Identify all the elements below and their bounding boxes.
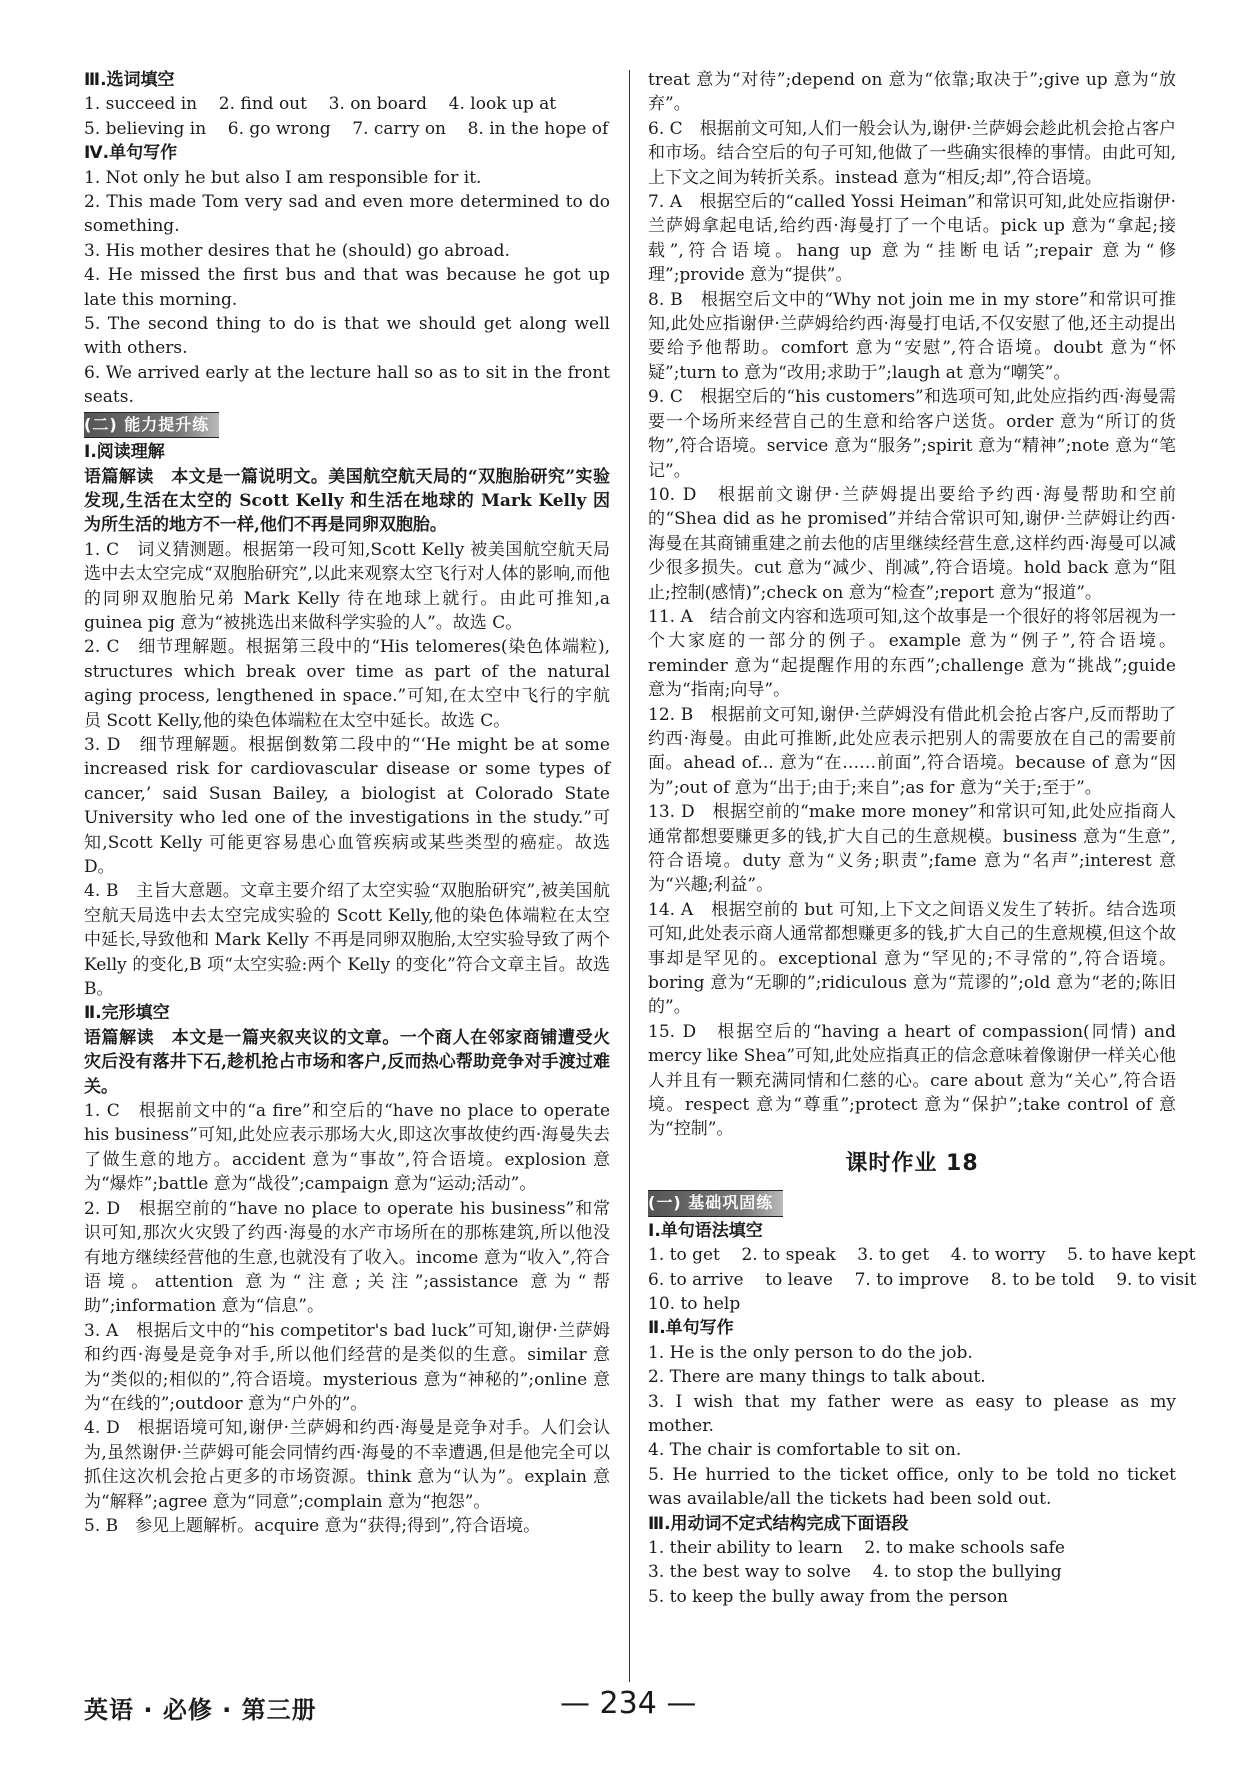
ability-practice-band: (二) 能力提升练 bbox=[84, 412, 219, 438]
section-title-cloze: Ⅱ.完形填空 bbox=[84, 1003, 170, 1024]
cloze-answer: 15. D 根据空后的“having a heart of compassion(同情) and mercy like Shea”可知,此处应指真正的信念意味着像谢伊一样关心他人并且有一颗充满同情和仁慈的心。care about 意为“关心”,符合语境。respect 意为“尊重”;protect 意为“保护”;take control of 意为“控制”。 bbox=[648, 1021, 1176, 1140]
reading-intro: 语篇解读 本文是一篇说明文。美国航空航天局的“双胞胎研究”实验发现,生活在太空的 Scott Kelly 和生活在地球的 Mark Kelly 因为所生活的地方不一样,他们不再是同卵双胞胎。 bbox=[84, 466, 610, 536]
sentence-writing-item: 3. His mother desires that he (should) go abroad. bbox=[84, 240, 510, 261]
sentence-writing-item: 1. He is the only person to do the job. bbox=[648, 1342, 973, 1363]
sentence-writing-item: 1. Not only he but also I am responsible for it. bbox=[84, 167, 482, 188]
basic-practice-band: (一) 基础巩固练 bbox=[648, 1190, 783, 1216]
section-title-reading: Ⅰ.阅读理解 bbox=[84, 442, 165, 463]
page-number: — 234 — bbox=[560, 1686, 697, 1721]
section-title-infinitive: Ⅲ.用动词不定式结构完成下面语段 bbox=[648, 1513, 909, 1534]
reading-answer: 3. D 细节理解题。根据倒数第二段中的“‘He might be at some increased risk for cardiovascular disease or some types of cancer,’ said Susan Bailey, a biologist at Colorado State University who led one of the investigations in the study.”可知,Scott Kelly 可能更容易患心血管疾病或某些类型的癌症。故选 D。 bbox=[84, 734, 610, 877]
cloze-answer: 9. C 根据空后的“his customers”和选项可知,此处应指约西·海曼需要一个场所来经营自己的生意和给客户送货。order 意为“所订的货物”,符合语境。service 意为“服务”;spirit 意为“精神”;note 意为“笔记”。 bbox=[648, 387, 1176, 481]
column-divider bbox=[629, 70, 630, 1682]
cloze-continuation: treat 意为“对待”;depend on 意为“依靠;取决于”;give up 意为“放弃”。 bbox=[648, 70, 1176, 115]
grammar-fill-answers-2: 6. to arrive to leave 7. to improve 8. to be told 9. to visit bbox=[648, 1269, 1197, 1290]
cloze-answer: 8. B 根据空后文中的“Why not join me in my store”和常识可推知,此处应指谢伊·兰萨姆给约西·海曼打电话,不仅安慰了他,还主动提出要给予他帮助。comfort 意为“安慰”,符合语境。doubt 意为“怀疑”;turn to 意为“改用;求助于”;laugh at 意为“嘲笑”。 bbox=[648, 289, 1176, 383]
section-title-word-choice: Ⅲ.选词填空 bbox=[84, 70, 175, 90]
left-column bbox=[84, 68, 610, 1538]
sentence-writing-item: 5. The second thing to do is that we should get along well with others. bbox=[84, 314, 610, 359]
cloze-answer: 6. C 根据前文可知,人们一般会认为,谢伊·兰萨姆会趁此机会抢占客户和市场。结合空后的句子可知,他做了一些确实很棒的事情。由此可知,上下文之间为转折关系。instead 意为“相反;却”,符合语境。 bbox=[648, 118, 1176, 188]
infinitive-answers-1: 1. their ability to learn 2. to make schools safe bbox=[648, 1537, 1065, 1558]
book-title: 英语 · 必修 · 第三册 bbox=[84, 1696, 317, 1724]
cloze-answer: 7. A 根据空后的“called Yossi Heiman”和常识可知,此处应指谢伊·兰萨姆拿起电话,给约西·海曼打了一个电话。pick up 意为“拿起;接载”,符合语境。hang up 意为“挂断电话”;repair 意为“修理”;provide 意为“提供”。 bbox=[648, 192, 1176, 286]
cloze-answer: 11. A 结合前文内容和选项可知,这个故事是一个很好的将邻居视为一个大家庭的一部分的例子。example 意为“例子”,符合语境。reminder 意为“起提醒作用的东西”;challenge 意为“挑战”;guide 意为“指南;向导”。 bbox=[648, 606, 1176, 701]
section-title-grammar-fill: Ⅰ.单句语法填空 bbox=[648, 1220, 763, 1241]
right-column bbox=[648, 68, 1197, 1609]
sentence-writing-item: 4. The chair is comfortable to sit on. bbox=[648, 1440, 962, 1461]
cloze-intro: 语篇解读 本文是一篇夹叙夹议的文章。一个商人在邻家商铺遭受火灾后没有落井下石,趁机抢占市场和客户,反而热心帮助竞争对手渡过难关。 bbox=[84, 1027, 610, 1097]
section-title-sentence-writing-2: Ⅱ.单句写作 bbox=[648, 1318, 734, 1339]
infinitive-answers-2: 3. the best way to solve 4. to stop the bullying bbox=[648, 1562, 1062, 1583]
grammar-fill-answers-3: 10. to help bbox=[648, 1293, 741, 1314]
cloze-answer: 4. D 根据语境可知,谢伊·兰萨姆和约西·海曼是竞争对手。人们会认为,虽然谢伊·兰萨姆可能会同情约西·海曼的不幸遭遇,但是他完全可以抓住这次机会抢占更多的市场资源。think 意为“认为”。explain 意为“解释”;agree 意为“同意”;complain 意为“抱怨”。 bbox=[84, 1418, 610, 1512]
cloze-answer: 10. D 根据前文谢伊·兰萨姆提出要给予约西·海曼帮助和空前的“Shea did as he promised”并结合常识可知,谢伊·兰萨姆让约西·海曼在其商铺重建之前去他的店里继续经营生意,这样约西·海曼可以减少很多损失。cut 意为“减少、削减”,符合语境。hold back 意为“阻止;控制(感情)”;check on 意为“检查”;report 意为“报道”。 bbox=[648, 484, 1176, 603]
cloze-answer: 1. C 根据前文中的“a fire”和空后的“have no place to operate his business”可知,此处应表示那场大火,即这次事故使约西·海曼失去了做生意的地方。accident 意为“事故”,符合语境。explosion 意为“爆炸”;battle 意为“战役”;campaign 意为“运动;活动”。 bbox=[84, 1101, 610, 1195]
word-choice-answers-1: 1. succeed in 2. find out 3. on board 4. look up at bbox=[84, 94, 557, 115]
cloze-answer: 13. D 根据空前的“make more money”和常识可知,此处应指商人通常都想要赚更多的钱,扩大自己的生意规模。business 意为“生意”,符合语境。duty 意为“义务;职责”;fame 意为“名声”;interest 意为“兴趣;利益”。 bbox=[648, 802, 1176, 896]
reading-answer: 4. B 主旨大意题。文章主要介绍了太空实验“双胞胎研究”,被美国航空航天局选中去太空完成实验的 Scott Kelly,他的染色体端粒在太空中延长,导致他和 Mark Kelly 不再是同卵双胞胎,太空实验导致了两个 Kelly 的变化,B 项“太空实验:两个 Kelly 的变化”符合文章主旨。故选 B。 bbox=[84, 881, 610, 1000]
sentence-writing-item: 2. This made Tom very sad and even more determined to do something. bbox=[84, 192, 610, 237]
sentence-writing-item: 5. He hurried to the ticket office, only to be told no ticket was available/all the tickets had been sold out. bbox=[648, 1464, 1176, 1510]
lesson-title: 课时作业 18 bbox=[845, 1150, 979, 1176]
sentence-writing-item: 3. I wish that my father were as easy to please as my mother. bbox=[648, 1391, 1176, 1436]
reading-answer: 2. C 细节理解题。根据第三段中的“His telomeres(染色体端粒), structures which break over time as part of the natural aging process, lengthened in space.”可知,在太空中飞行的宇航员 Scott Kelly,他的染色体端粒在太空中延长。故选 C。 bbox=[84, 637, 610, 731]
word-choice-answers-2: 5. believing in 6. go wrong 7. carry on 8. in the hope of bbox=[84, 118, 609, 139]
cloze-answer: 14. A 根据空前的 but 可知,上下文之间语义发生了转折。结合选项可知,此处表示商人通常都想赚更多的钱,扩大自己的生意规模,但这个故事却是罕见的。exceptional 意为“罕见的;不寻常的”,符合语境。boring 意为“无聊的”;ridiculous 意为“荒谬的”;old 意为“老的;陈旧的”。 bbox=[648, 899, 1176, 1018]
cloze-answer: 12. B 根据前文可知,谢伊·兰萨姆没有借此机会抢占客户,反而帮助了约西·海曼。由此可推断,此处应表示把别人的需要放在自己的需要前面。ahead of... 意为“在……前面”,符合语境。because of 意为“因为”;out of 意为“出于;由于;来自”;as for 意为“关于;至于”。 bbox=[648, 704, 1176, 798]
infinitive-answers-3: 5. to keep the bully away from the person bbox=[648, 1586, 1008, 1607]
grammar-fill-answers-1: 1. to get 2. to speak 3. to get 4. to worry 5. to have kept bbox=[648, 1245, 1196, 1266]
section-title-sentence-writing: Ⅳ.单句写作 bbox=[84, 143, 178, 164]
sentence-writing-item: 2. There are many things to talk about. bbox=[648, 1367, 986, 1388]
cloze-answer: 5. B 参见上题解析。acquire 意为“获得;得到”,符合语境。 bbox=[84, 1515, 541, 1536]
sentence-writing-item: 4. He missed the first bus and that was because he got up late this morning. bbox=[84, 265, 610, 310]
cloze-answer: 3. A 根据后文中的“his competitor's bad luck”可知,谢伊·兰萨姆和约西·海曼是竞争对手,所以他们经营的是类似的生意。similar 意为“类似的;相似的”,符合语境。mysterious 意为“神秘的”;online 意为“在线的”;outdoor 意为“户外的”。 bbox=[84, 1320, 610, 1414]
cloze-answer: 2. D 根据空前的“have no place to operate his business”和常识可知,那次火灾毁了约西·海曼的水产市场所在的那栋建筑,所以他没有地方继续经营他的生意,也就没有了收入。income 意为“收入”,符合语境。attention 意为“注意;关注”;assistance 意为“帮助”;information 意为“信息”。 bbox=[84, 1198, 610, 1317]
reading-answer: 1. C 词义猜测题。根据第一段可知,Scott Kelly 被美国航空航天局选中去太空完成“双胞胎研究”,以此来观察太空飞行对人体的影响,而他的同卵双胞胎兄弟 Mark Kelly 待在地球上就行。由此可推知,a guinea pig 意为“被挑选出来做科学实验的人”。故选 C。 bbox=[84, 539, 610, 633]
sentence-writing-item: 6. We arrived early at the lecture hall so as to sit in the front seats. bbox=[84, 362, 610, 408]
